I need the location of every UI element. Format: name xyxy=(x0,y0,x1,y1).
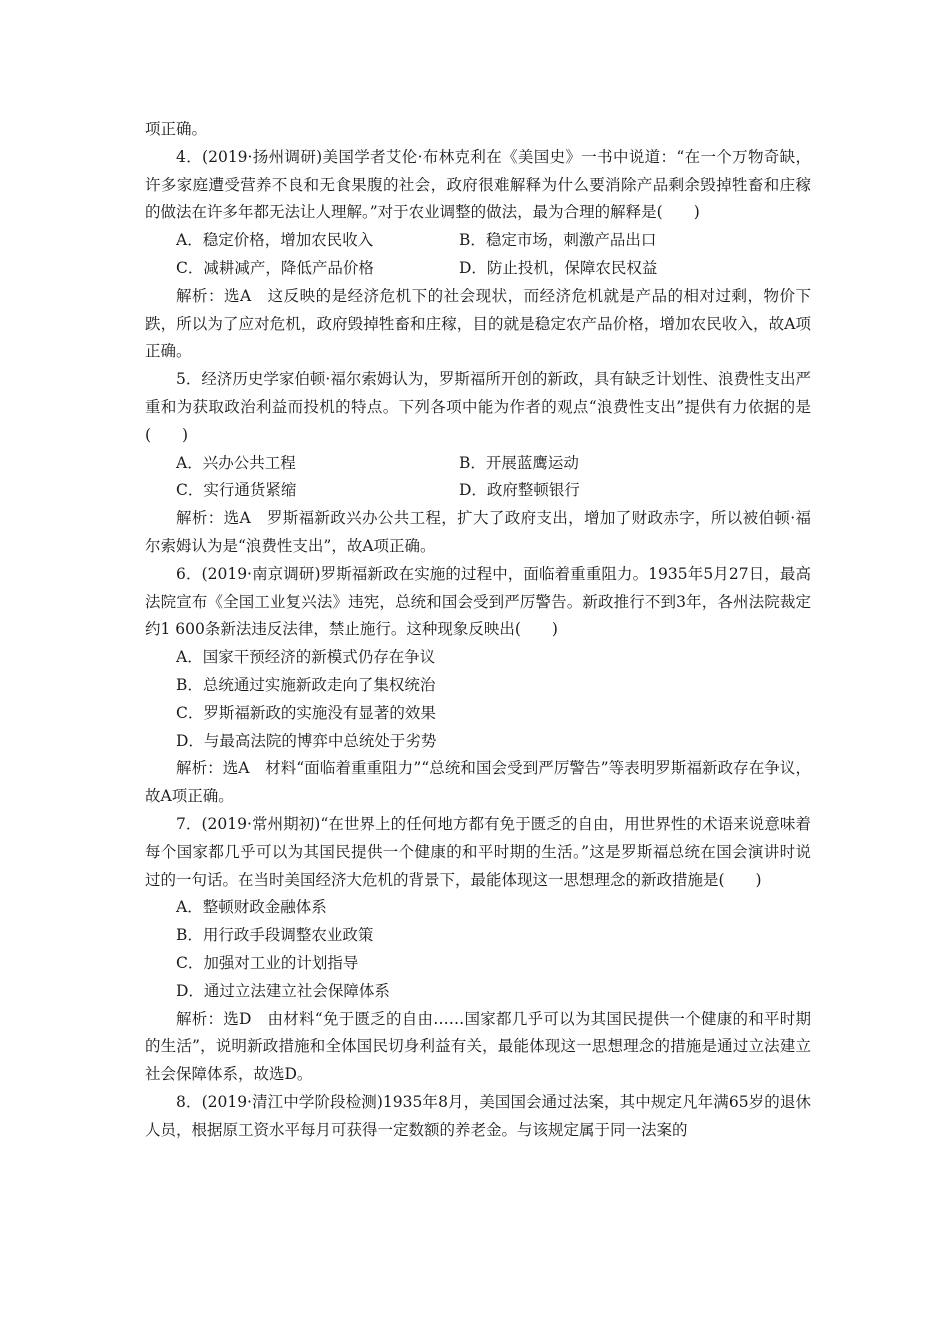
option-d: D．政府整顿银行 xyxy=(459,481,580,500)
document-page xyxy=(145,116,811,1144)
option-b: B．用行政手段调整农业政策 xyxy=(176,926,374,945)
option-b: B．开展蓝鹰运动 xyxy=(459,453,579,472)
question-stem: 4．(2019·扬州调研)美国学者艾伦·布林克利在《美国史》一书中说道：“在一个万物奇缺，许多家庭遭受营养不良和无食果腹的社会，政府很难解释为什么要消除产品剩余毁掉牲畜和庄稼的做法在许多年都无法让人理解。”对于农业调整的做法，最为合理的解释是( ) xyxy=(145,147,811,222)
option-d: D．防止投机，保障农民权益 xyxy=(459,258,658,277)
option-a: A．稳定价格，增加农民收入 xyxy=(176,231,374,250)
option-a: A．国家干预经济的新模式仍存在争议 xyxy=(176,648,436,667)
option-c: C．实行通货紧缩 xyxy=(176,481,297,500)
question-stem: 8．(2019·清江中学阶段检测)1935年8月，美国国会通过法案，其中规定凡年满65岁的退休人员，根据原工资水平每月可获得一定数额的养老金。与该规定属于同一法案的 xyxy=(145,1092,811,1139)
question-8 xyxy=(145,1089,811,1145)
answer-options xyxy=(145,450,811,506)
option-c: C．加强对工业的计划指导 xyxy=(176,953,359,972)
option-d: D．通过立法建立社会保障体系 xyxy=(176,981,390,1000)
option-b: B．总统通过实施新政走向了集权统治 xyxy=(176,675,436,694)
question-7 xyxy=(145,811,811,1089)
analysis-text: 解析：选D 由材料“免于匮乏的自由……国家都几乎可以为其国民提供一个健康的和平时期的生活”，说明新政措施和全体国民切身利益有关，最能体现这一思想理念的措施是通过立法建立社会保障体系，故选D。 xyxy=(145,1009,811,1084)
question-stem: 6．(2019·南京调研)罗斯福新政在实施的过程中，面临着重重阻力。1935年5月27日，最高法院宣布《全国工业复兴法》违宪，总统和国会受到严厉警告。新政推行不到3年，各州法院裁定约1 600条新法违反法律，禁止施行。这种现象反映出( ) xyxy=(145,564,811,639)
option-a: A．整顿财政金融体系 xyxy=(176,898,327,917)
question-stem: 7．(2019·常州期初)“在世界上的任何地方都有免于匮乏的自由，用世界性的术语来说意味着每个国家都几乎可以为其国民提供一个健康的和平时期的生活。”这是罗斯福总统在国会演讲时说过的一句话。在当时美国经济大危机的背景下，最能体现这一思想理念的新政措施是( ) xyxy=(145,814,811,889)
answer-options xyxy=(145,644,811,755)
answer-options xyxy=(145,894,811,1005)
analysis-text: 解析：选A 这反映的是经济危机下的社会现状，而经济危机就是产品的相对过剩，物价下跌，所以为了应对危机，政府毁掉牲畜和庄稼，目的就是稳定农产品价格，增加农民收入，故A项正确。 xyxy=(145,286,811,361)
question-stem: 5．经济历史学家伯顿·福尔索姆认为，罗斯福所开创的新政，具有缺乏计划性、浪费性支出严重和为获取政治利益而投机的特点。下列各项中能为作者的观点“浪费性支出”提供有力依据的是( ) xyxy=(145,370,811,444)
question-5 xyxy=(145,366,811,561)
option-c: C．减耕减产，降低产品价格 xyxy=(176,258,374,277)
analysis-text: 解析：选A 材料“面临着重重阻力”“总统和国会受到严厉警告”等表明罗斯福新政存在争议，故A项正确。 xyxy=(145,759,811,806)
answer-options xyxy=(145,227,811,283)
analysis-text: 解析：选A 罗斯福新政兴办公共工程，扩大了政府支出，增加了财政赤字，所以被伯顿·福尔索姆认为是“浪费性支出”，故A项正确。 xyxy=(145,509,811,555)
option-c: C．罗斯福新政的实施没有显著的效果 xyxy=(176,703,436,722)
lead-text: 项正确。 xyxy=(145,120,208,138)
question-4 xyxy=(145,144,811,366)
option-d: D．与最高法院的博弈中总统处于劣势 xyxy=(176,731,437,750)
question-6 xyxy=(145,561,811,811)
option-b: B．稳定市场，刺激产品出口 xyxy=(459,231,657,250)
option-a: A．兴办公共工程 xyxy=(176,453,296,472)
